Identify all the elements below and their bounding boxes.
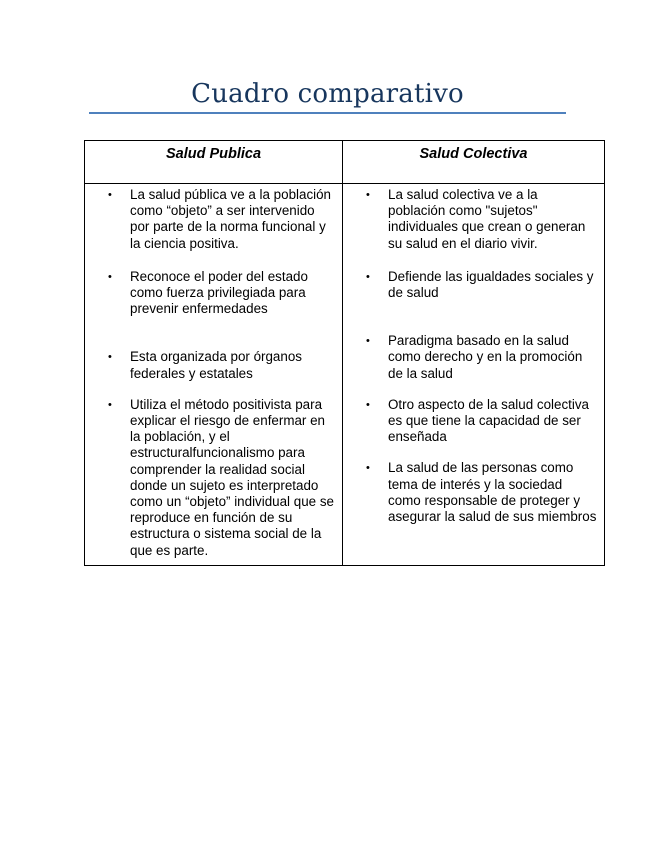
list-item-text: La salud de las personas como tema de interés y la sociedad como responsable de proteger y asegurar la salud de sus miembros xyxy=(388,460,597,525)
list-item xyxy=(108,187,336,252)
salud-colectiva-cell xyxy=(343,184,605,566)
list-item xyxy=(366,187,598,252)
bullet-icon: • xyxy=(366,189,370,201)
title-underline xyxy=(89,112,566,114)
list-item xyxy=(366,268,598,301)
salud-colectiva-list xyxy=(343,187,604,525)
bullet-icon: • xyxy=(366,462,370,475)
page-title: Cuadro comparativo xyxy=(191,79,464,109)
list-item xyxy=(366,396,598,446)
list-item xyxy=(108,349,336,381)
table-header-row xyxy=(85,141,605,184)
list-item xyxy=(108,268,336,318)
list-item-text: Paradigma basado en la salud como derecho y en la promoción de la salud xyxy=(388,333,583,381)
list-item xyxy=(366,333,598,382)
list-item-text: Defiende las igualdades sociales y de salud xyxy=(388,268,594,301)
comparison-table xyxy=(84,140,605,566)
list-item-text: Reconoce el poder del estado como fuerza privilegiada para prevenir enfermedades xyxy=(130,268,308,317)
table-row xyxy=(85,184,605,566)
bullet-icon: • xyxy=(366,335,370,348)
list-item-text: La salud pública ve a la población como “objeto” a ser intervenido por parte de la norma funcional y la ciencia positiva. xyxy=(130,187,332,251)
bullet-icon: • xyxy=(366,398,370,411)
list-item-text: La salud colectiva ve a la población como "sujetos" individuales que crean o generan su salud en el diario vivir. xyxy=(388,187,586,251)
list-item-text: Esta organizada por órganos federales y estatales xyxy=(130,349,302,381)
header-salud-publica: Salud Publica xyxy=(85,141,343,184)
bullet-icon: • xyxy=(108,398,112,411)
bullet-icon: • xyxy=(108,270,112,283)
bullet-icon: • xyxy=(366,270,370,283)
salud-publica-list xyxy=(85,187,342,559)
bullet-icon: • xyxy=(108,351,112,364)
header-salud-colectiva: Salud Colectiva xyxy=(343,141,605,184)
list-item-text: Utiliza el método positivista para explicar el riesgo de enfermar en la población, y el estructuralfuncionalismo para comprender la realidad social donde un sujeto es interpretado como un “objeto” individual que se reproduce en función de su estructura o sistema social de la que es parte. xyxy=(130,396,334,558)
list-item-text: Otro aspecto de la salud colectiva es que tiene la capacidad de ser enseñada xyxy=(388,396,589,445)
list-item xyxy=(108,396,336,559)
salud-publica-cell xyxy=(85,184,343,566)
list-item xyxy=(366,460,598,525)
bullet-icon: • xyxy=(108,189,112,201)
